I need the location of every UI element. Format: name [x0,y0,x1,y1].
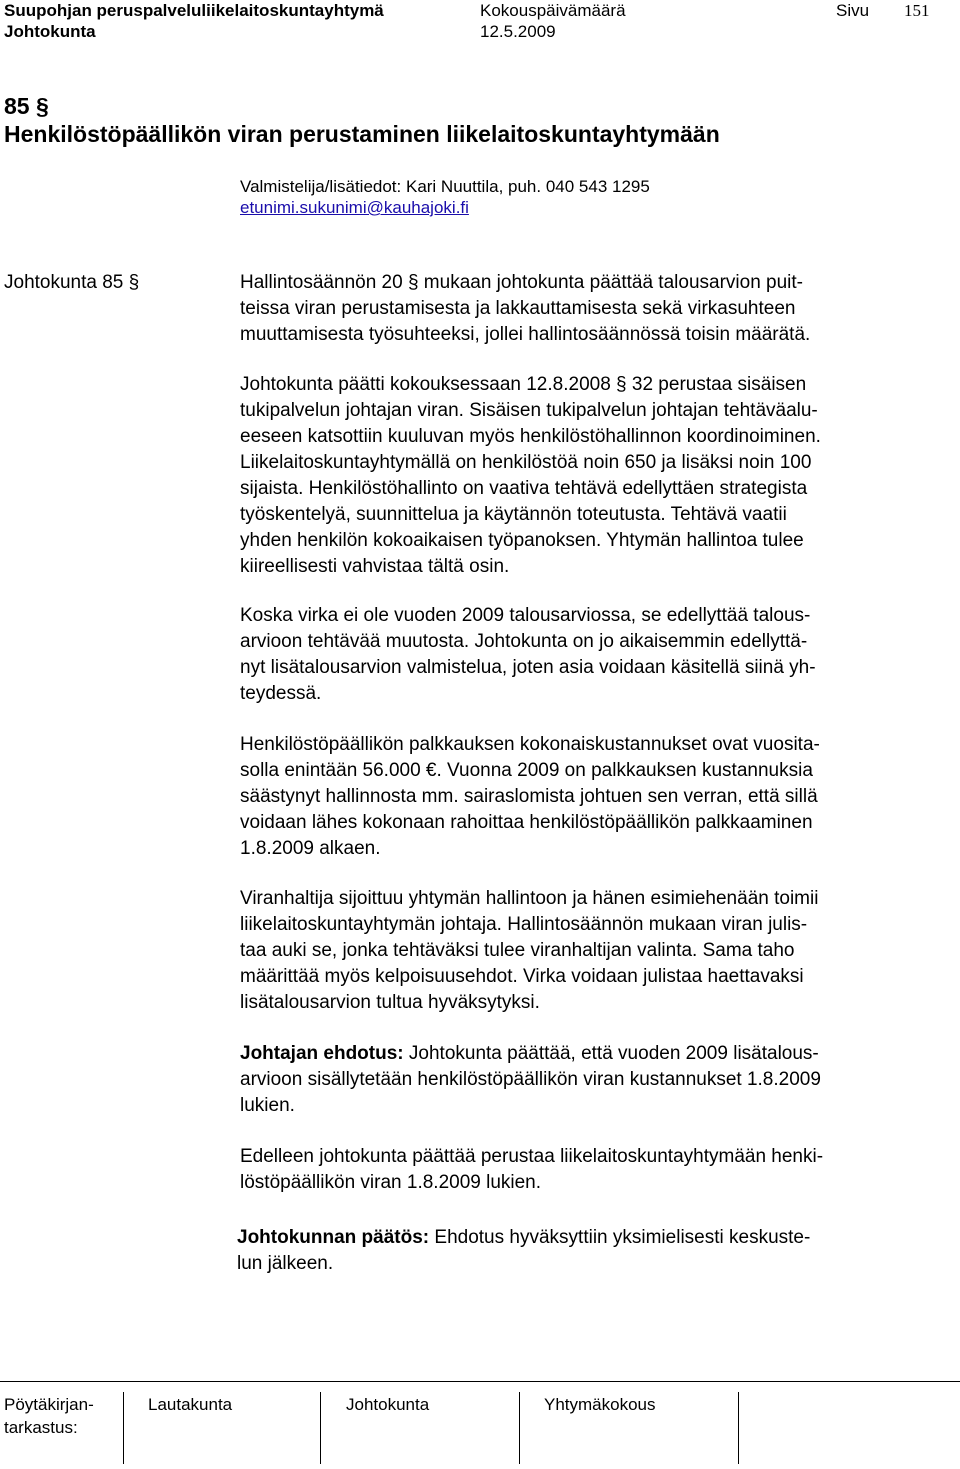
paragraph-line: voidaan lähes kokonaan rahoittaa henkilöstöpäällikön palkkaaminen [240,812,813,833]
paragraph-5 [240,886,940,1016]
paragraph-line: taa auki se, jonka tehtäväksi tulee viranhaltijan valinta. Sama taho [240,940,795,961]
paragraph-line: solla enintään 56.000 €. Vuonna 2009 on palkkauksen kustannuksia [240,760,813,781]
footer-board-label: Lautakunta [148,1395,233,1414]
paragraph-line: lukien. [240,1095,295,1116]
paragraph-line: sijaista. Henkilöstöhallinto on vaativa tehtävä edellyttäen strategista [240,478,808,499]
paragraph-line: arvioon sisällytetään henkilöstöpäällikön viran kustannukset 1.8.2009 [240,1069,821,1090]
footer-divider [738,1392,739,1464]
page-number: 151 [904,1,930,20]
paragraph-line: Johtokunta päättää, että vuoden 2009 lisätalous- [403,1043,819,1064]
paragraph-line: kiireellisesti vahvistaa tältä osin. [240,556,510,577]
paragraph-line: Henkilöstöpäällikön palkkauksen kokonaiskustannukset ovat vuosita- [240,734,820,755]
paragraph-line: löstöpäällikön viran 1.8.2009 lukien. [240,1172,542,1193]
paragraph-line: Hallintosäännön 20 § mukaan johtokunta päättää talousarvion puit- [240,272,803,293]
paragraph-line: yhden henkilön kokoaikaisen työpanoksen. Yhtymän hallintoa tulee [240,530,804,551]
paragraph-line: työskentelyä, suunnittelua ja käytännön toteutusta. Tehtävä vaatii [240,504,787,525]
paragraph-line: teissa viran perustamisesta ja lakkauttamisesta sekä virkasuhteen [240,298,796,319]
footer-divider [320,1392,321,1464]
paragraph-line: 1.8.2009 alkaen. [240,838,381,859]
paragraph-line: muuttamisesta työsuhteeksi, jollei hallintosäännössä toisin määrätä. [240,324,811,345]
paragraph-line: Johtokunta päätti kokouksessaan 12.8.2008 § 32 perustaa sisäisen [240,374,807,395]
paragraph-line: Edelleen johtokunta päättää perustaa liikelaitoskuntayhtymään henki- [240,1146,824,1167]
paragraph-line: lisätalousarvion tultua hyväksytyksi. [240,992,540,1013]
paragraph-7 [240,1144,940,1196]
paragraph-line: Koska virka ei ole vuoden 2009 talousarviossa, se edellyttää talous- [240,605,811,626]
footer-review-label: Pöytäkirjan- [4,1395,94,1414]
body-reference: Johtokunta 85 § [4,272,140,293]
proposal-label: Johtajan ehdotus: [240,1043,404,1064]
section-number: 85 § [4,93,49,119]
decision-paragraph [237,1225,937,1277]
meeting-date: 12.5.2009 [480,22,556,41]
paragraph-line: säästynyt hallinnosta mm. sairaslomista johtuen sen verran, että sillä [240,786,818,807]
proposal-paragraph [240,1041,940,1119]
paragraph-4 [240,732,940,862]
footer-committee-label: Johtokunta [346,1395,430,1414]
footer-review-label-2: tarkastus: [4,1418,78,1437]
paragraph-3 [240,603,940,707]
page-label: Sivu [836,1,870,20]
paragraph-line: Liikelaitoskuntayhtymällä on henkilöstöä noin 650 ja lisäksi noin 100 [240,452,812,473]
organization-name: Suupohjan peruspalveluliikelaitoskuntayhtymä [4,1,384,20]
section-title: Henkilöstöpäällikön viran perustaminen liikelaitoskuntayhtymään [4,121,720,147]
paragraph-line: arvioon tehtävää muutosta. Johtokunta on jo aikaisemmin edellyttä- [240,631,808,652]
paragraph-2 [240,372,940,580]
paragraph-line: Ehdotus hyväksyttiin yksimielisesti keskuste- [429,1227,811,1248]
footer-assembly-label: Yhtymäkokous [544,1395,656,1414]
preparer-info: Valmistelija/lisätiedot: Kari Nuuttila, puh. 040 543 1295 [240,177,650,196]
footer-top-rule [0,1381,960,1382]
paragraph-line: lun jälkeen. [237,1253,334,1274]
body-name: Johtokunta [4,22,96,41]
paragraph-line: teydessä. [240,683,322,704]
footer-divider [123,1392,124,1464]
paragraph-line: liikelaitoskuntayhtymän johtaja. Hallintosäännön mukaan viran julis- [240,914,808,935]
footer-divider [519,1392,520,1464]
paragraph-line: määrittää myös kelpoisuusehdot. Virka voidaan julistaa haettavaksi [240,966,804,987]
paragraph-line: tukipalvelun johtajan viran. Sisäisen tukipalvelun johtajan tehtäväalu- [240,400,818,421]
preparer-email-link[interactable]: etunimi.sukunimi@kauhajoki.fi [240,198,469,217]
paragraph-line: nyt lisätalousarvion valmistelua, joten asia voidaan käsitellä siinä yh- [240,657,816,678]
paragraph-line: Viranhaltija sijoittuu yhtymän hallintoon ja hänen esimiehenään toimii [240,888,819,909]
paragraph-1 [240,270,940,348]
paragraph-line: eeseen katsottiin kuuluvan myös henkilöstöhallinnon koordinoiminen. [240,426,821,447]
decision-label: Johtokunnan päätös: [237,1227,430,1248]
date-label: Kokouspäivämäärä [480,1,626,20]
